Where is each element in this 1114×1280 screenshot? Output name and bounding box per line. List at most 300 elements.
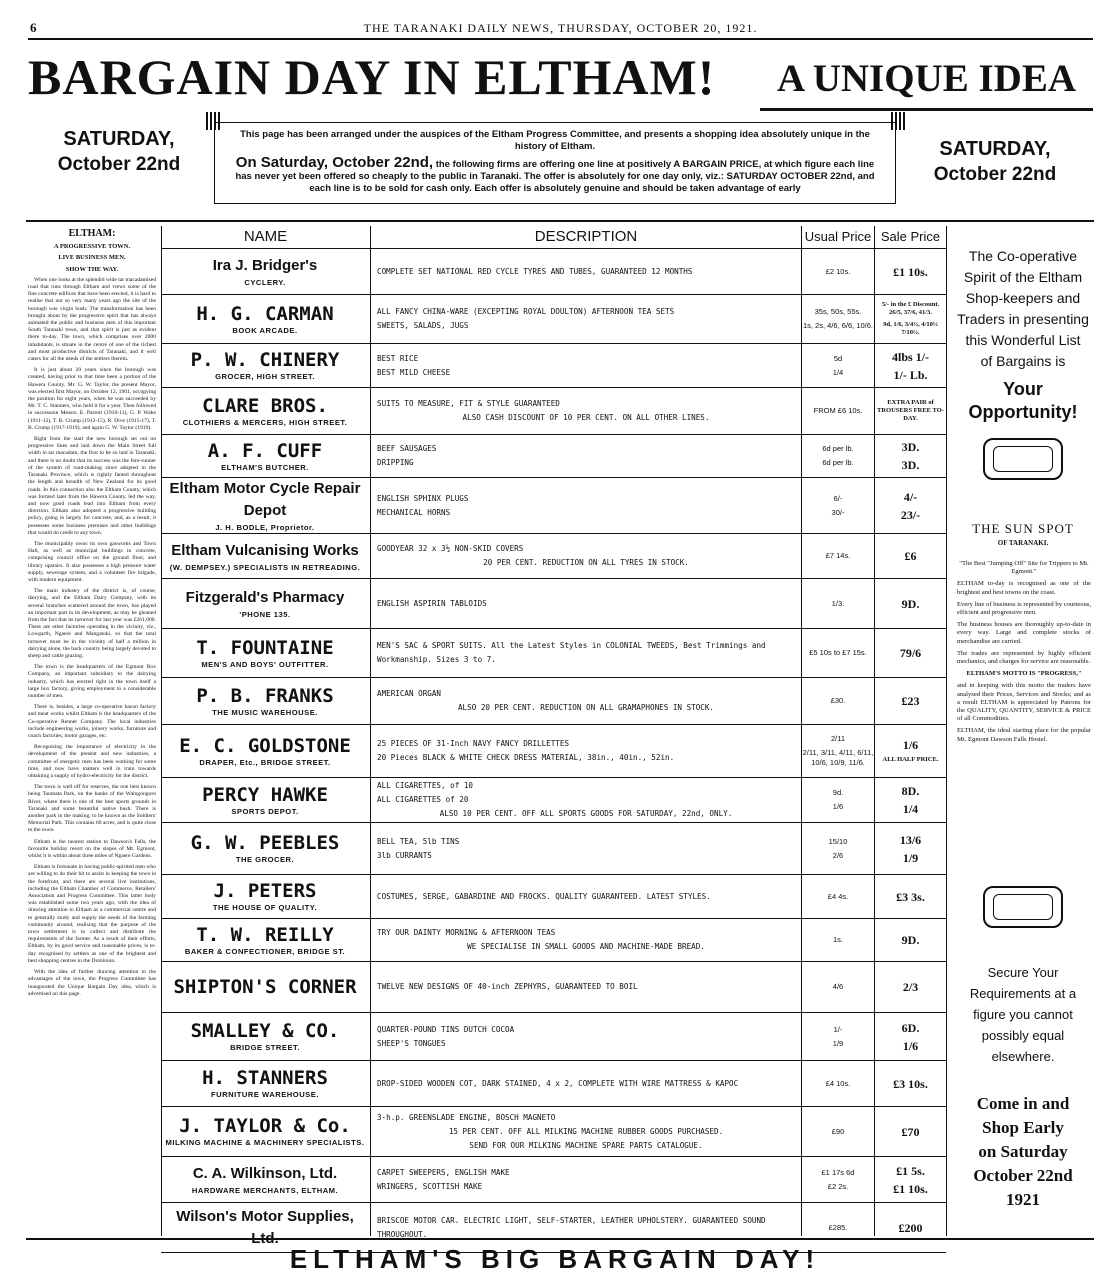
sale-price-cell	[875, 344, 946, 387]
sunspot-heading	[953, 522, 1093, 550]
sale-price-cell	[875, 388, 946, 434]
sale-price-cell	[875, 875, 946, 918]
description-cell	[371, 435, 801, 477]
article-paragraph: When one looks at the splendid wide tar macadamised road that runs through Eltham and views some of the fine concrete edifices that have been erected, it is hard to realise that not so very many years ago the site of the borough was virgin bush. The transformation has been brought about by the progressive spirit that has always animated the public and business men of this important South Taranaki town, and that spirit is just as evident there to-day. The town, which comprises over 2000 inhabitants, is situate in the centre of one of the richest and most productive districts of Taranaki, and it well caters for all the needs of the settlers therein.	[28, 276, 156, 363]
table-border	[946, 226, 947, 1236]
left-date-date: October 22nd	[57, 154, 181, 175]
rule-top	[26, 220, 1094, 222]
usual-price: 1/6	[832, 802, 844, 811]
usual-price: 4/6	[832, 982, 844, 991]
firm-tagline: BOOK ARCADE.	[232, 325, 298, 335]
usual-price: 1/-	[833, 1024, 843, 1034]
sale-price: 1/6	[902, 738, 919, 752]
firm-name: PERCY HAWKE	[202, 783, 328, 806]
description-line: ALSO 10 PER CENT. OFF ALL SPORTS GOODS FOR SATURDAY, 22nd, ONLY.	[439, 809, 733, 818]
come-line: October 22nd	[973, 1166, 1073, 1185]
firm-name: T. W. REILLY	[196, 923, 334, 946]
sunspot-motto: ELTHAM'S MOTTO IS "PROGRESS,"	[966, 670, 1082, 678]
description-line: BEEF SAUSAGES	[377, 444, 437, 453]
firm-tagline: 'PHONE 135.	[239, 610, 291, 619]
usual-price: 1s, 2s, 4/6, 6/6, 10/6.	[802, 321, 874, 330]
firm-cell	[161, 534, 369, 578]
firm-name: E. C. GOLDSTONE	[179, 734, 351, 757]
decorative-frame-icon	[983, 438, 1063, 480]
description-line: DROP-SIDED WOODEN COT, DARK STAINED, 4 x 2, COMPLETE WITH WIRE MATTRESS & KAPOC	[377, 1078, 739, 1088]
description-line: ALSO 20 PER CENT. REDUCTION ON ALL GRAMAPHONES IN STOCK.	[457, 703, 715, 712]
sale-price-cell	[875, 962, 946, 1012]
usual-price-cell	[802, 388, 874, 434]
usual-price-cell	[802, 435, 874, 477]
description-line: 20 PER CENT. REDUCTION ON ALL TYRES IN STOCK.	[483, 558, 689, 567]
firm-cell	[161, 678, 369, 724]
spirit-line: of Bargains is	[980, 353, 1066, 369]
description-line: SWEETS, SALADS, JUGS	[377, 321, 469, 330]
firm-cell	[161, 344, 369, 387]
table-row	[161, 1061, 946, 1107]
description-line: 3-h.p. GREENSLADE ENGINE, BOSCH MAGNETO	[377, 1112, 556, 1122]
table-row	[161, 1157, 946, 1203]
description-line: ALL CIGARETTES of 20	[377, 795, 469, 804]
description-line: AMERICAN ORGAN	[377, 689, 442, 698]
sunspot-paragraph: The trades are represented by highly efficient mechanics, and charges for service are reasonable.	[957, 649, 1091, 666]
eltham-article	[28, 228, 156, 1238]
firm-name: G. W. PEEBLES	[190, 832, 340, 854]
sale-price-cell	[875, 678, 946, 724]
description-line: ENGLISH ASPIRIN TABLOIDS	[377, 598, 487, 608]
firm-tagline: ELTHAM'S BUTCHER.	[221, 462, 309, 472]
firm-tagline: FURNITURE WAREHOUSE.	[211, 1090, 319, 1099]
sale-price: 1/4	[902, 802, 919, 816]
usual-price: 6d per lb.	[822, 444, 854, 453]
description-line: SEND FOR OUR MILKING MACHINE SPARE PARTS CATALOGUE.	[469, 1140, 703, 1150]
description-line: ALL CIGARETTES, of 10	[377, 781, 474, 790]
table-row	[161, 875, 946, 919]
sale-price: £1 10s.	[893, 264, 928, 279]
usual-price-cell	[802, 678, 874, 724]
firm-name: A. F. CUFF	[207, 439, 323, 462]
table-row	[161, 435, 946, 478]
secure-line: figure you cannot	[973, 1007, 1073, 1022]
firm-name: H. G. CARMAN	[196, 302, 334, 325]
sale-price-cell	[875, 1157, 946, 1202]
firm-cell	[161, 823, 369, 874]
firm-cell	[161, 1013, 369, 1060]
description-cell	[371, 875, 801, 918]
article-subtitle: SHOW THE WAY.	[65, 265, 119, 273]
article-paragraph: It is just about 20 years since the borough was created, having prior to that time been a portion of the Hawera County. Mr. G. W. Taylor, the present Mayor, was elected first Mayor, on October 12, 1901, occupying the position for eight years, when he was succeeded by Mr. T. C. Stanners, who held it for a year. Then followed in succession Messrs. E. Parrott (1910-11), G. P. Wake (1911-12), T. B. Crump (1912-15), R. Dive (1915-17), T. B. Crump (1917-1919), and again G. W. Taylor (1919).	[28, 367, 156, 431]
description-cell	[371, 962, 801, 1012]
description-line: 3lb CURRANTS	[377, 850, 432, 860]
sale-price: 1/9	[902, 850, 919, 865]
sale-price: 1/- Lb.	[893, 367, 928, 382]
sale-price-cell	[875, 1013, 946, 1060]
notice-rest: the following firms are offering one line at positively A BARGAIN PRICE, at which figure each line has never yet been offered so cheaply to the public in Taranaki. The offer is absolutely for one day only, viz.: SATURDAY OCTOBER 22nd, and each line is to be sold for cash only. Each offer is absolutely genuine and should be taken advantage of early	[235, 159, 875, 194]
usual-price: 1s.	[832, 935, 843, 944]
sale-price-cell	[875, 1107, 946, 1156]
sale-price-cell	[875, 823, 946, 874]
description-line: CARPET SWEEPERS, ENGLISH MAKE	[377, 1167, 510, 1177]
table-row	[161, 579, 946, 629]
come-text	[953, 1092, 1093, 1212]
sale-price: 3D.	[901, 440, 920, 454]
right-date-date: October 22nd	[933, 164, 1057, 185]
header-usual-price: Usual Price	[802, 226, 874, 249]
footer-banner: ELTHAM'S BIG BARGAIN DAY!	[289, 1244, 821, 1274]
article-paragraph: Eltham is fortunate in having public-spirited men who are willing to do their bit to assist in keeping the town in the forefront, and there are several live institutions, including the Eltham Chamber of Commerce, Retailers' Association and Progress Committee. This latter body was established some two years ago, with the idea of drawing attention to Eltham as a commercial centre and to generally study and supply the needs of the farming community around, realising that the purpose of the town settlement is to collect and distribute the requirements of the farmer. As a result of their efforts, Eltham, by its good service and reasonable prices, is to-day recognised by settlers as one of the brightest and best shopping centres in the Dominion.	[28, 864, 156, 964]
headline-sub: A UNIQUE IDEA	[760, 50, 1093, 111]
firm-name: P. B. FRANKS	[196, 684, 334, 707]
sale-price: £1 10s.	[893, 1181, 928, 1196]
firm-tagline: GROCER, HIGH STREET.	[215, 372, 315, 381]
firm-name: Eltham Vulcanising Works	[171, 541, 359, 559]
usual-price-cell	[802, 1061, 874, 1106]
usual-price: 15/10	[828, 836, 848, 846]
table-row	[161, 778, 946, 823]
usual-price: 2/11, 3/11, 4/11, 6/11, 10/6, 10/9, 11/6.	[802, 748, 874, 767]
description-line: ALSO CASH DISCOUNT OF 10 PER CENT. ON ALL OTHER LINES.	[462, 413, 710, 422]
secure-line: elsewhere.	[991, 1049, 1055, 1064]
sunspot-paragraph: ELTHAM, the ideal starting place for the popular Mt. Egmont Dawson Falls Hostel.	[957, 727, 1091, 743]
notice-lead: On Saturday, October 22nd,	[235, 154, 434, 171]
firm-tagline: DRAPER, Etc., BRIDGE STREET.	[199, 757, 331, 767]
usual-price: £2 10s.	[825, 266, 851, 276]
sunspot-paragraph: and in keeping with this motto the traders have analysed their Prices, Services and Stocks; and as a result ELTHAM is appreciated by Patrons for the QUALITY, QUANTITY, SERVICE & PRICE of all Commodities.	[957, 682, 1091, 723]
firm-tagline: J. H. BODLE, Proprietor.	[215, 523, 315, 532]
usual-price: 2/6	[832, 850, 844, 860]
description-cell	[371, 1013, 801, 1060]
article-paragraph: There is, besides, a large co-operative bacon factory and meat works whilst Eltham is the headquarters of the Co-operative Rennet Company. The local industries include engineering works, joinery works, furniture and coach factories, motor garages, etc.	[28, 704, 156, 739]
secure-line: Secure Your	[987, 965, 1059, 980]
usual-price-cell	[802, 778, 874, 822]
article-paragraph: Right from the start the new borough set out on progressive lines and laid down the Main Street full width in tar macadam, the first to be so laid in Taranaki, and there is no doubt that its success was the fore-runner of the system of road-making since adopted in the Taranaki Province, which is rightly famed throughout the length and breadth of New Zealand for its good roads. In this connection also the Eltham County, which was formed later from the Hawera County, led the way, and now good roads lead into Eltham from every direction. Eltham also adopted a progressive building policy, going in largely for concrete, and, as a result, it possesses some business premises and other buildings that would do credit to any town.	[28, 436, 156, 536]
usual-price-cell	[802, 579, 874, 628]
article-paragraph: Recognising the importance of electricity in the development of the present and new industries, a committee of energetic men has been working for some time, and now have matters well in train towards obtaining a supply of hydro-electricity for the district.	[28, 744, 156, 780]
sunspot-paragraph: ELTHAM to-day is recognised as one of the brightest and best towns on the coast.	[957, 580, 1091, 596]
firm-tagline: MEN'S AND BOYS' OUTFITTER.	[201, 659, 329, 669]
description-cell	[371, 249, 801, 294]
article-subtitle: A PROGRESSIVE TOWN.	[53, 243, 131, 251]
description-line: BEST RICE	[377, 353, 419, 363]
table-row	[161, 249, 946, 295]
description-line: GOODYEAR 32 x 3½ NON-SKID COVERS	[377, 544, 524, 553]
firm-name: Ira J. Bridger's	[212, 257, 318, 274]
firm-cell	[161, 629, 369, 677]
description-line: TRY OUR DAINTY MORNING & AFTERNOON TEAS	[377, 928, 556, 937]
table-row	[161, 295, 946, 344]
firm-cell	[161, 1107, 369, 1156]
firm-name: H. STANNERS	[202, 1067, 328, 1089]
firm-cell	[161, 579, 369, 628]
table-row	[161, 1013, 946, 1061]
right-date	[900, 136, 1090, 188]
description-line: BELL TEA, 5lb TINS	[377, 836, 460, 846]
sale-price-cell	[875, 629, 946, 677]
secure-line: Requirements at a	[969, 986, 1077, 1001]
opportunity-text	[953, 378, 1093, 424]
spirit-line: Shop-keepers and	[965, 290, 1081, 306]
firm-tagline: CLOTHIERS & MERCERS, HIGH STREET.	[182, 417, 348, 427]
sunspot-body	[957, 560, 1091, 748]
notice-line-2	[227, 154, 883, 195]
table-row	[161, 962, 946, 1013]
come-line: Come in and	[976, 1094, 1070, 1113]
usual-price-cell	[802, 478, 874, 533]
sale-price: £3 10s.	[893, 1076, 928, 1091]
description-line: SHEEP'S TONGUES	[377, 1038, 446, 1048]
description-cell	[371, 629, 801, 677]
description-line: MECHANICAL HORNS	[377, 507, 451, 517]
description-line: MEN'S SAC & SPORT SUITS. All the Latest Styles in COLONIAL TWEEDS, Best Trimmings and Workmanship. Sizes 3 to 7.	[377, 641, 766, 664]
right-date-day: SATURDAY,	[939, 138, 1051, 160]
firm-tagline: THE HOUSE OF QUALITY.	[212, 903, 318, 912]
sale-price: £1 5s.	[896, 1163, 925, 1178]
header-description: DESCRIPTION	[371, 226, 801, 249]
description-line: BRISCOE MOTOR CAR. ELECTRIC LIGHT, SELF-STARTER, LEATHER UPHOLSTERY. GUARANTEED SOUND THROUGHOUT.	[377, 1215, 766, 1239]
spirit-line: this Wonderful List	[965, 332, 1081, 348]
sale-price-cell	[875, 725, 946, 777]
firm-cell	[161, 875, 369, 918]
sale-price-cell	[875, 1061, 946, 1106]
left-date	[24, 126, 214, 178]
firm-tagline: BRIDGE STREET.	[230, 1043, 300, 1052]
usual-price: FROM £6 10s.	[813, 406, 863, 415]
firm-name: T. FOUNTAINE	[196, 636, 334, 659]
sale-price: £3 3s.	[896, 889, 925, 904]
usual-price-cell	[802, 249, 874, 294]
description-line: BEST MILD CHEESE	[377, 367, 451, 377]
usual-price-cell	[802, 295, 874, 343]
notice-line-1: This page has been arranged under the auspices of the Eltham Progress Committee, and presents a shopping idea absolutely unique in the history of Eltham.	[240, 129, 870, 152]
article-paragraph: The town is the headquarters of the Egmont Box Company, an important subsidiary to the dairying industry, which has erected right in the town itself a large box factory, giving employment to a considerable number of men.	[28, 664, 156, 699]
description-cell	[371, 1107, 801, 1156]
sale-price: 8D.	[901, 784, 920, 798]
usual-price-cell	[802, 919, 874, 961]
usual-price: 5d	[833, 353, 843, 363]
sale-price-cell	[875, 534, 946, 578]
page-number: 6	[30, 20, 38, 35]
description-cell	[371, 1157, 801, 1202]
description-cell	[371, 344, 801, 387]
sale-price: 9d, 1/6, 3/4½, 4/10½ 7/10½.	[883, 321, 938, 336]
usual-price-cell	[802, 344, 874, 387]
table-row	[161, 629, 946, 678]
article-paragraph: Eltham is the nearest station to Dawson's Falls, the favourite holiday resort on the slopes of Mt. Egmont, whilst it is within about three miles of Ngaere Gardens.	[28, 838, 156, 860]
firm-name: SMALLEY & CO.	[190, 1020, 340, 1042]
article-paragraph: The main industry of the district is, of course, dairying, and the Eltham Dairy Company, with its several branches scattered around the town, has played an important part in its development, as may be gleaned from the fact that its turnover for last year was £261,000. There are other factories operating in the vicinity, viz., Lowgarth, Ngaere and Mangatoki, so that the total turnover must be in the vicinity of half a million in dairying alone, the back country being largely devoted to sheep and cattle grazing.	[28, 588, 156, 659]
header-name: NAME	[161, 226, 370, 249]
sunspot-paragraph: Every line of business is represented by courteous, efficient and progressive men.	[957, 600, 1091, 617]
sale-price-cell	[875, 435, 946, 477]
come-line: Shop Early	[982, 1118, 1064, 1137]
description-cell	[371, 388, 801, 434]
firm-cell	[161, 962, 369, 1012]
description-cell	[371, 478, 801, 533]
description-cell	[371, 919, 801, 961]
usual-price-cell	[802, 875, 874, 918]
description-line: 25 PIECES OF 31-Inch NAVY FANCY DRILLETTES	[377, 739, 570, 748]
description-cell	[371, 579, 801, 628]
sale-price: 9D.	[901, 933, 920, 947]
masthead	[28, 20, 1093, 40]
sale-price-cell	[875, 295, 946, 343]
description-line: 20 Pieces BLACK & WHITE CHECK DRESS MATERIAL, 38in., 40in., 52in.	[377, 753, 675, 762]
table-row	[161, 823, 946, 875]
sale-price: 5/- in the £ Discount. 26/5, 37/6, 41/3.	[881, 301, 940, 316]
headline-main: BARGAIN DAY IN ELTHAM!	[28, 49, 716, 105]
sale-price: 4/-	[903, 489, 918, 504]
firm-tagline: SPORTS DEPOT.	[231, 806, 299, 816]
opportunity-line: Opportunity!	[968, 402, 1078, 422]
firm-cell	[161, 1061, 369, 1106]
description-line: TWELVE NEW DESIGNS OF 40-inch ZEPHYRS, GUARANTEED TO BOIL	[377, 982, 638, 991]
sale-price: 2/3	[902, 980, 919, 994]
table-row	[161, 1107, 946, 1157]
table-row	[161, 678, 946, 725]
usual-price: £7 14s.	[825, 551, 851, 560]
usual-price: £2 2s.	[827, 1181, 849, 1191]
firm-cell	[161, 388, 369, 434]
usual-price-cell	[802, 1013, 874, 1060]
sale-price: ALL HALF PRICE.	[882, 756, 939, 763]
firm-tagline: HARDWARE MERCHANTS, ELTHAM.	[191, 1186, 339, 1195]
sale-price: 79/6	[899, 646, 922, 660]
usual-price: 6/-	[833, 493, 843, 503]
sale-price: £6	[904, 549, 917, 563]
table-row	[161, 919, 946, 962]
spirit-line: Traders in presenting	[957, 311, 1089, 327]
firm-cell	[161, 478, 369, 533]
header-sale-price: Sale Price	[875, 226, 946, 249]
description-cell	[371, 295, 801, 343]
usual-price: £285.	[828, 1222, 848, 1232]
table-row	[161, 388, 946, 435]
sale-price: £23	[901, 694, 920, 708]
firm-name: CLARE BROS.	[202, 394, 328, 417]
sale-price-cell	[875, 919, 946, 961]
firm-name: J. PETERS	[213, 880, 317, 902]
sale-price-cell	[875, 478, 946, 533]
usual-price: 1/9	[832, 1038, 844, 1048]
sale-price: 3D.	[901, 458, 920, 472]
decorative-frame-icon	[983, 886, 1063, 928]
usual-price: £4 10s.	[825, 1078, 851, 1088]
firm-tagline: THE GROCER.	[235, 855, 295, 864]
usual-price: £90	[831, 1126, 845, 1136]
description-cell	[371, 678, 801, 724]
usual-price-cell	[802, 1107, 874, 1156]
sale-price: £70	[901, 1124, 920, 1139]
usual-price: 2/11	[830, 734, 846, 743]
description-line: DRIPPING	[377, 458, 414, 467]
sunspot-paragraph: The business houses are thoroughly up-to-date in every way. Large and complete stocks of merchandise are carried.	[957, 621, 1091, 645]
usual-price: 9d.	[832, 788, 844, 797]
firm-tagline: THE MUSIC WAREHOUSE.	[212, 707, 318, 717]
usual-price: £1 17s 6d	[821, 1167, 855, 1177]
firm-cell	[161, 435, 369, 477]
firm-cell	[161, 919, 369, 961]
firm-cell	[161, 1157, 369, 1202]
article-paragraph: With the idea of further drawing attention to the advantages of the town, the Progress Committee has inaugurated the Unique Bargain Day idea, which is advertised on this page.	[28, 969, 156, 997]
usual-price-cell	[802, 823, 874, 874]
usual-price-cell	[802, 1157, 874, 1202]
sale-price: EXTRA PAIR of TROUSERS FREE TO-DAY.	[877, 399, 944, 422]
usual-price: £5 10s to £7 15s.	[809, 648, 867, 657]
firm-tagline: MILKING MACHINE & MACHINERY SPECIALISTS.	[165, 1138, 365, 1147]
sale-price: 23/-	[900, 507, 921, 522]
usual-price-cell	[802, 629, 874, 677]
usual-price-cell	[802, 725, 874, 777]
firm-tagline: BAKER & CONFECTIONER, BRIDGE ST.	[184, 946, 346, 956]
firm-name: Eltham Motor Cycle Repair Depot	[169, 480, 361, 519]
firm-tagline: (W. DEMPSEY.) SPECIALISTS IN RETREADING.	[169, 562, 361, 572]
firm-name: C. A. Wilkinson, Ltd.	[192, 1165, 338, 1182]
sale-price: 13/6	[899, 832, 922, 847]
firm-tagline: CYCLERY.	[244, 278, 286, 287]
description-line: SUITS TO MEASURE, FIT & STYLE GUARANTEED	[377, 399, 560, 408]
table-row	[161, 725, 946, 778]
sale-price-cell	[875, 579, 946, 628]
left-date-day: SATURDAY,	[63, 128, 175, 150]
table-row	[161, 534, 946, 579]
usual-price: 1/3.	[831, 598, 845, 608]
spirit-text	[953, 246, 1093, 372]
sale-price-cell	[875, 778, 946, 822]
article-title: ELTHAM:	[68, 228, 116, 239]
right-column	[953, 226, 1093, 1238]
opportunity-line: Your	[1003, 379, 1043, 399]
table-row	[161, 344, 946, 388]
sale-price-cell	[875, 249, 946, 294]
firm-name: P. W. CHINERY	[190, 349, 340, 371]
description-line: 15 PER CENT. OFF ALL MILKING MACHINE RUBBER GOODS PURCHASED.	[448, 1126, 724, 1136]
come-line: 1921	[1006, 1190, 1040, 1209]
firm-cell	[161, 725, 369, 777]
firm-cell	[161, 249, 369, 294]
sunspot-title: THE SUN SPOT	[972, 521, 1074, 536]
description-cell	[371, 1061, 801, 1106]
spirit-line: The Co-operative	[968, 248, 1078, 264]
description-line: QUARTER-POUND TINS DUTCH COCOA	[377, 1024, 515, 1034]
sunspot-sub: OF TARANAKI.	[997, 539, 1049, 547]
sale-price: 9D.	[901, 596, 920, 611]
secure-text	[953, 962, 1093, 1067]
firm-cell	[161, 295, 369, 343]
firm-name: Fitzgerald's Pharmacy	[185, 589, 345, 606]
description-cell	[371, 725, 801, 777]
firm-name: Wilson's Motor Supplies, Ltd.	[176, 1207, 354, 1247]
sale-price: 1/6	[902, 1038, 919, 1053]
firm-name: J. TAYLOR & Co.	[179, 1115, 351, 1137]
masthead-title: THE TARANAKI DAILY NEWS, THURSDAY, OCTOBER 20, 1921.	[363, 21, 758, 35]
article-paragraph: The municipality owns its own gasworks and Town Hall, as well as municipal buildings in concrete, comprising council office on the ground floor, and library upstairs. It also possesses a high pressure water supply, sewerage system, and a volunteer fire brigade, with modern equipment.	[28, 540, 156, 583]
description-line: ALL FANCY CHINA-WARE (EXCEPTING ROYAL DOULTON) AFTERNOON TEA SETS	[377, 307, 675, 316]
firm-cell	[161, 778, 369, 822]
description-line: WE SPECIALISE IN SMALL GOODS AND MACHINE-MADE BREAD.	[467, 942, 705, 951]
usual-price: 30/-	[831, 507, 845, 517]
spirit-line: Spirit of the Eltham	[963, 269, 1083, 285]
usual-price: 6d per lb.	[822, 458, 854, 467]
usual-price: £30.	[830, 696, 846, 705]
bargain-table	[161, 226, 946, 1247]
sale-price: £200	[898, 1220, 923, 1235]
article-paragraph: The town is well off for reserves, the one best known being Taumata Park, on the banks of the Waingongoro River, where there is one of the best sports grounds in Taranaki and some beautiful native bush. There is another park in the making, to be known as the Soldiers' Memorial Park. This contains 60 acres, and is quite close to the town.	[28, 784, 156, 834]
usual-price: £4 4s.	[827, 891, 849, 901]
secure-line: possibly equal	[981, 1028, 1065, 1043]
notice-box	[214, 122, 896, 204]
sunspot-quote: "The Best "Jumping Off" Site for Trippers to Mt. Egmont."	[959, 560, 1089, 576]
table-row	[161, 478, 946, 534]
usual-price-cell	[802, 962, 874, 1012]
